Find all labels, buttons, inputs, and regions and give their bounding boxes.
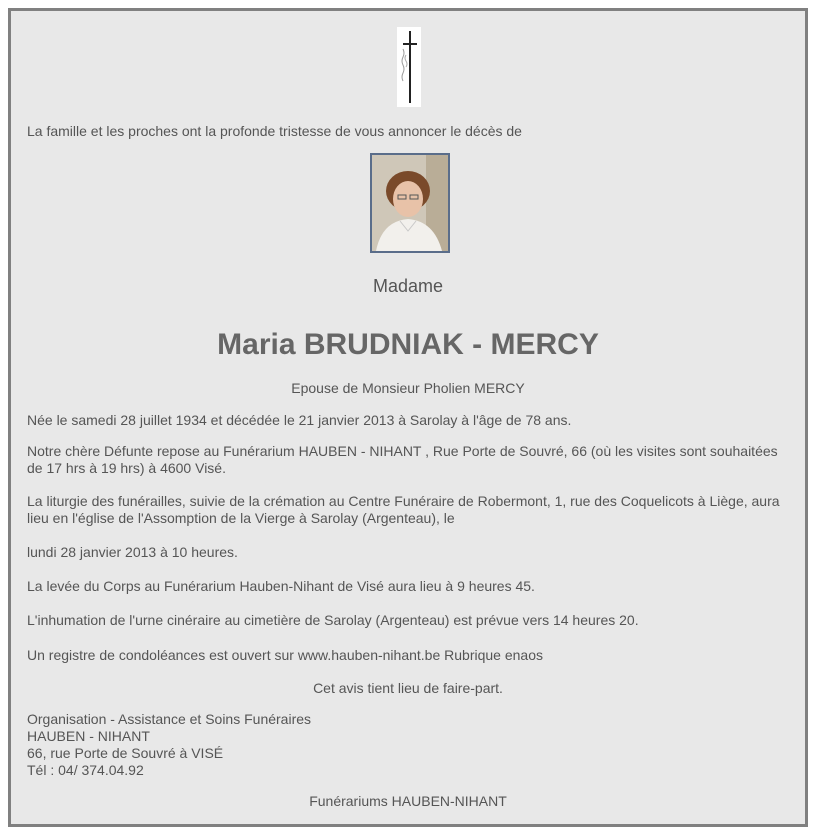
honorific: Madame — [372, 276, 444, 296]
repose-text: Notre chère Défunte repose au Funérarium HAUBEN - NIHANT , Rue Porte de Souvré, 66 (où les visites sont souhaitées de 17 hrs à 19 hrs) à 4600 Visé. — [27, 443, 778, 476]
organisation-phone: Tél : 04/ 374.04.92 — [27, 762, 144, 778]
notice-text: Cet avis tient lieu de faire-part. — [313, 680, 503, 696]
obituary-card — [8, 8, 808, 827]
organisation-name: HAUBEN - NIHANT — [27, 728, 150, 744]
registry-text: Un registre de condoléances est ouvert sur www.hauben-nihant.be Rubrique enaos — [27, 647, 543, 663]
portrait-photo — [370, 153, 450, 253]
inhumation-text: L'inhumation de l'urne cinéraire au cimetière de Sarolay (Argenteau) est prévue vers 14 heures 20. — [27, 612, 639, 628]
signature: Funérariums HAUBEN-NIHANT — [309, 793, 507, 809]
organisation-block — [27, 711, 797, 779]
deceased-name: Maria BRUDNIAK - MERCY — [217, 328, 599, 361]
liturgy-date: lundi 28 janvier 2013 à 10 heures. — [27, 544, 238, 560]
birth-death-text: Née le samedi 28 juillet 1934 et décédée le 21 janvier 2013 à Sarolay à l'âge de 78 ans. — [27, 412, 572, 428]
cross-icon — [397, 27, 421, 107]
organisation-line: Organisation - Assistance et Soins Funéraires — [27, 711, 312, 727]
spouse-text: Epouse de Monsieur Pholien MERCY — [291, 380, 525, 396]
levee-text: La levée du Corps au Funérarium Hauben-Nihant de Visé aura lieu à 9 heures 45. — [27, 578, 535, 594]
intro-text: La famille et les proches ont la profonde tristesse de vous annoncer le décès de — [27, 123, 522, 139]
organisation-address: 66, rue Porte de Souvré à VISÉ — [27, 745, 224, 761]
liturgy-text: La liturgie des funérailles, suivie de la crémation au Centre Funéraire de Robermont, 1, rue des Coquelicots à Liège, aura lieu en l'église de l'Assomption de la Vierge à Sarolay (Argenteau), le — [27, 493, 780, 526]
